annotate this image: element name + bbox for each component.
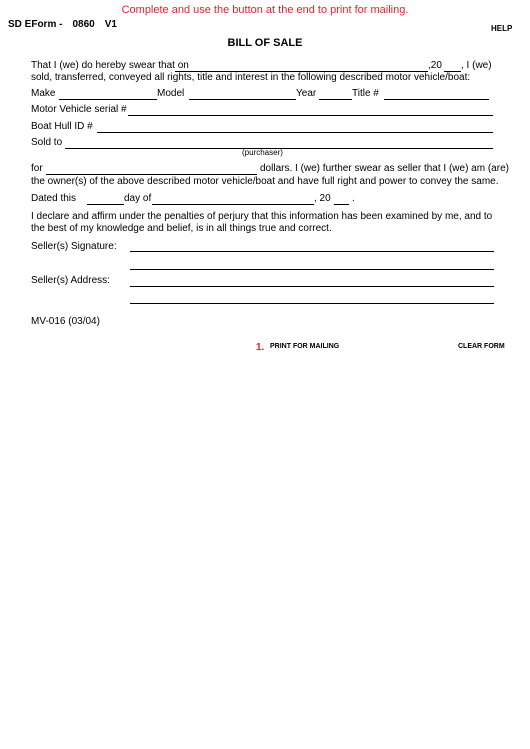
print-for-mailing-button[interactable]: PRINT FOR MAILING — [270, 343, 340, 350]
month-field[interactable] — [152, 193, 314, 205]
form-identifier — [8, 19, 127, 30]
model-label: Model — [157, 88, 185, 99]
form-number: 0860 — [72, 19, 95, 30]
ownership-statement: the owner(s) of the above described motor vehicle/boat and have full right and power to convey the same. — [31, 176, 499, 187]
address-field-1[interactable] — [130, 275, 494, 287]
year-field[interactable] — [319, 88, 352, 100]
dated-year-prefix: , 20 — [314, 193, 331, 204]
signature-field-2[interactable] — [130, 258, 494, 270]
dollars-statement: dollars. I (we) further swear as seller that I (we) am (are) — [260, 163, 509, 174]
sale-date-field[interactable] — [175, 60, 428, 72]
price-field[interactable] — [46, 163, 257, 175]
year-prefix-text: ,20 — [428, 60, 442, 71]
clear-form-button[interactable]: CLEAR FORM — [458, 343, 505, 350]
form-label: SD EForm - — [8, 19, 63, 30]
serial-label: Motor Vehicle serial # — [31, 104, 127, 115]
sold-to-label: Sold to — [31, 137, 63, 148]
dated-this-label: Dated this — [31, 193, 77, 204]
form-code: MV-016 (03/04) — [31, 316, 100, 327]
day-field[interactable] — [87, 193, 124, 205]
serial-field[interactable] — [128, 104, 493, 116]
title-number-label: Title # — [352, 88, 379, 99]
address-label: Seller(s) Address: — [31, 275, 110, 286]
dated-year-field[interactable] — [334, 193, 349, 205]
declaration-line-1: I declare and affirm under the penalties of perjury that this information has been examined by me, and to — [31, 211, 493, 222]
make-field[interactable] — [59, 88, 157, 100]
transfer-statement: sold, transferred, conveyed all rights, title and interest in the following described motor vehicle/boat: — [31, 72, 471, 83]
step-number: 1. — [256, 342, 265, 353]
print-instruction-notice: Complete and use the button at the end to print for mailing. — [121, 4, 409, 16]
help-button[interactable]: HELP — [491, 24, 513, 33]
sale-year-field[interactable] — [444, 60, 461, 72]
signature-field[interactable] — [130, 240, 494, 252]
hull-id-label: Boat Hull ID # — [31, 121, 93, 132]
purchaser-caption: (purchaser) — [242, 148, 283, 157]
hull-id-field[interactable] — [97, 121, 493, 133]
signature-label: Seller(s) Signature: — [31, 241, 117, 252]
model-field[interactable] — [189, 88, 296, 100]
for-label: for — [31, 163, 43, 174]
year-label: Year — [296, 88, 317, 99]
make-label: Make — [31, 88, 56, 99]
i-we-text: , I (we) — [461, 60, 492, 71]
swear-text: That I (we) do hereby swear that on — [31, 60, 189, 71]
day-of-label: day of — [124, 193, 152, 204]
declaration-line-2: the best of my knowledge and belief, is in all things true and correct. — [31, 223, 332, 234]
address-field-2[interactable] — [130, 292, 494, 304]
page-title: BILL OF SALE — [227, 37, 303, 49]
title-number-field[interactable] — [384, 88, 489, 100]
dated-period: . — [352, 193, 355, 204]
form-version: V1 — [104, 19, 117, 30]
